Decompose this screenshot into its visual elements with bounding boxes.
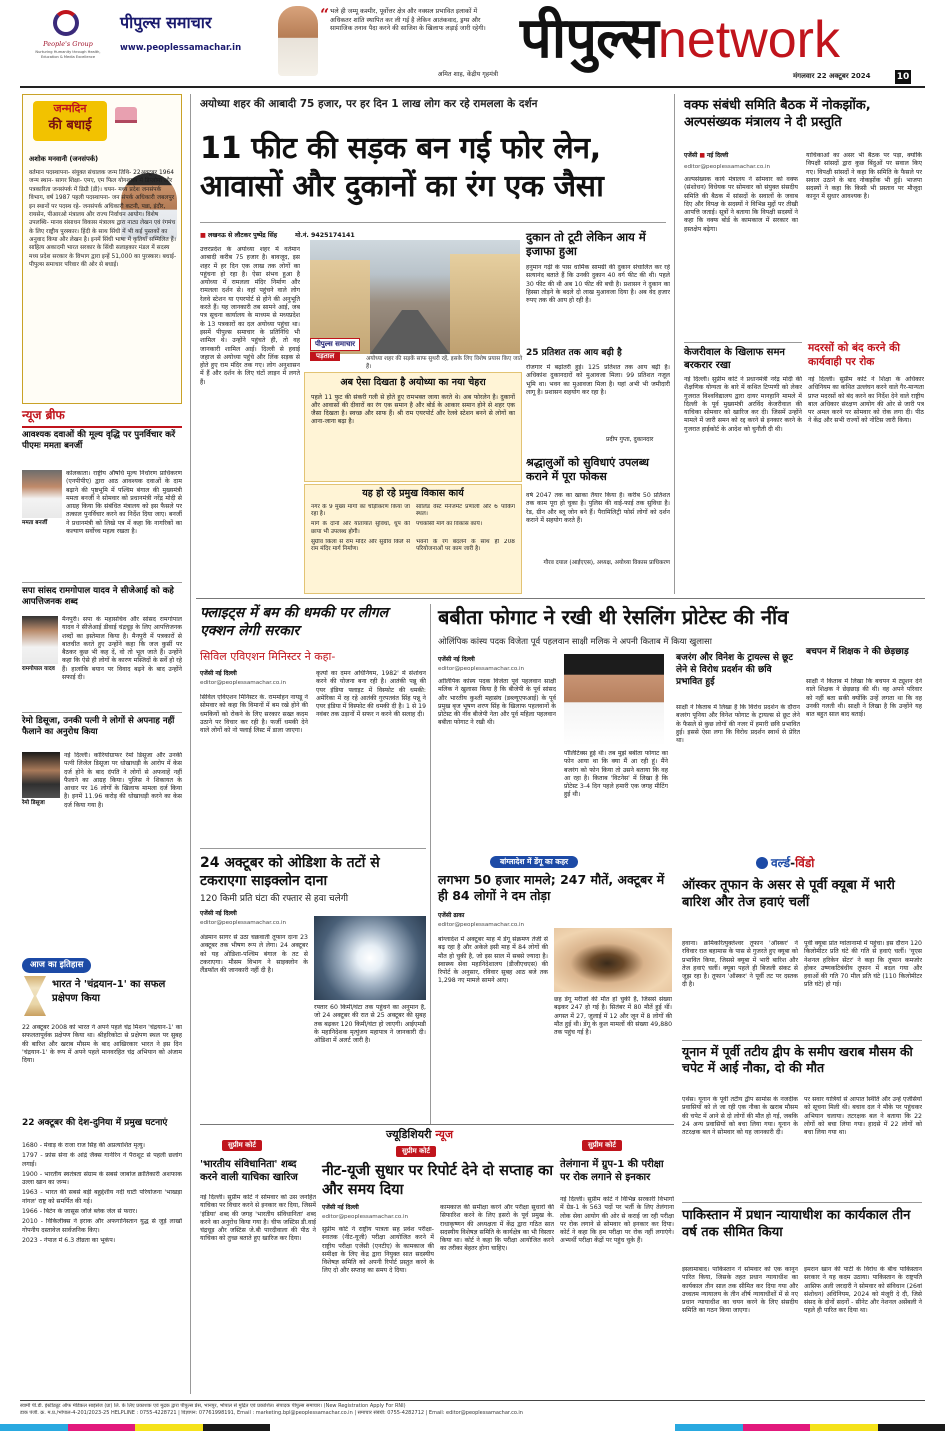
lead-phone: मो.नं. 9425174141 [295,232,355,239]
growth-quote: प्रदीप गुप्ता, दुकानदार [606,436,654,443]
lead-body: उत्तरप्रदेश के अयोध्या शहर में वर्तमान आबादी करीब 75 हजार है। बावजूद, इस शहर में हर दिन एक लाख तक लोगों का पहुंचना हो रहा है। ऐसा संभव हुआ है अयोध्या में रामलला मंदिर निर्माण और रामलला दर्शन से। वहां पहुंचने वाले लोग रेलवे स्टेशन या एयरपोर्ट से होने की अनुभूति करते हैं। यह जानकारी तब सामने आई, जब पत्र सूचना कार्यालय के माध्यम से मध्यप्रदेश के 13 पत्रकारों का दल अयोध्या पहुंचा था। इसमें पीपुल्स समाचार के प्रतिनिधि भी शामिल थे। उन्होंने पहुंचते ही, तो वह जानकारी शामिल आई। दिल्ली से हवाई जहाज से अयोध्या पहुंचे और लिंक सड़क से होते हुए राम मंदिर तक गए। लोग अनुशासन में हैं और दर्शन के लिए घंटों लाइन में लगते हैं। [200,246,300,386]
footer-contacts: डाक पंजी. क्र. म.प्र./भोपाल-4-201/2023-25 HELPLINE : 0755-4228721 | विज्ञापन: 07761998191, Email : marketing.bpl@peoplessamachar.co.in | समाचार संबंधी: 0755-4282712 | Email: editor@peoplessamachar.co.in [20,1409,523,1416]
brief-divider [22,712,182,713]
cyclone-story [196,848,426,1118]
history-event: 1963 - भारत की सबसे बड़ी बहुद्देशीय नदी घाटी परियोजना 'भाखड़ा नांगल' राष्ट्र को समर्पित की गई। [22,1189,182,1205]
dengue-byline [438,912,464,920]
babita-side1-body: साक्षी ने किताब में लिखा है कि विरोध प्रदर्शन के दौरान बजरंग पूनिया और विनेश फोगाट के ट्रायल्स से छूट लेने के फैसले से कुछ लोगों की नजर में हमारी छवि प्रभावित हुई। इससे ऐसा लगा कि विरोध प्रदर्शन स्वार्थ से प्रेरित था। [676,704,800,745]
cyclone-col2: रफ्तार 60 किमी/घंटा तक पहुंचने का अनुमान है, जो 24 अक्टूबर की रात से 25 अक्टूबर की सुबह तक बढ़कर 120 किमी/घंटा हो जाएगी। आईएमडी के महानिदेशक मृत्युंजय महापात्र ने जानकारी दी। ओडिशा में अलर्ट जारी है। [314,1004,426,1045]
greece-body: एथेंस। यूनान के पूर्वी तटीय द्वीप सामोस के नजदीक प्रवासियों को ले जा रही एक नौका के खराब मौसम की चपेट में आने से दो लोगों की मौत हो गई, जबकि 24 अन्य प्रवासियों को बचा लिया गया। यूनान के तटरक्षक बल ने सोमवार को यह जानकारी दी। [682,1096,798,1137]
flights-email: editor@peoplessamachar.co.in [200,680,287,686]
history-section [22,958,182,1398]
samachar-logo-text: पीपुल्स समाचार [120,13,212,32]
brief-2-body: मैनपुरी। सपा के महासचिव और सांसद रामगोपाल यादव ने सीजेआई डीवाई चंद्रचूड़ के लिए आपत्तिजनक शब्दों का इस्तेमाल किया है। मैनपुरी में पत्रकारों से बातचीत करते हुए उन्होंने कहा कि जज कुर्सी पर बैठकर कुछ भी कह दें, वो तो भूल जाते हैं। उन्होंने कहा कि ऐसे ही लोगों के कारण मस्जिदों के सर्वे हो रहे हैं। हालांकि बयान पर विवाद बढ़ने के बाद उन्होंने सफाई दी। [62,616,182,682]
group-tagline: Nurturing Humanity through Health, Education & Media Excellence [35,50,101,59]
shop-sidebar-body: हनुमान गढ़ी के पास धार्मिक सामग्री की दुकान संचालित कर रहे सत्यानंद बताते हैं कि उनकी दुकान 40 वर्ग फीट की थी। पहले 30 फीट की थी अब 10 फीट की बची है। प्रशासन ने दुकान का हिस्सा तोड़ने के बदले दो लाख मुआवजा दिया है। अब वेद हजार रुपए तक की आय हो रही है। [526,264,670,305]
babita-dateline: नई दिल्ली [453,656,475,663]
color-swatch-magenta [743,1424,811,1431]
babita-byline [438,656,475,664]
projects-list [305,501,521,558]
quote-text: भले ही जम्मू कश्मीर, पूर्वोत्तर क्षेत्र और नक्सल प्रभावित इलाकों में अधिकतर शांति स्थापित कर ली गई है लेकिन आतंकवाद, ड्रग्स और सामाजिक तनाव पैदा करने की साजिश के खिलाफ लड़ाई जारी रहेगी। [330,8,486,32]
project-item: सॉलिड वेस्ट मैनेजमेंट प्रणाली और 6 पार्किंग स्थल। [416,503,515,518]
dengue-tag: बांग्लादेश में डेंगू का कहर [490,856,578,868]
color-swatch-magenta [68,1424,136,1431]
color-swatch-black [878,1424,945,1431]
brief-2-headline: सपा सांसद रामगोपाल यादव ने सीजेआई को कहे आपत्तिजनक शब्द [22,586,174,607]
kejriwal-body: नई दिल्ली। सुप्रीम कोर्ट ने प्रधानमंत्री नरेंद्र मोदी की शैक्षणिक योग्यता के बारे में कथित टिप्पणी को लेकर गुजरात विश्वविद्यालय द्वारा दायर मानहानि मामले में दिल्ली के पूर्व मुख्यमंत्री अरविंद केजरीवाल की याचिका सोमवार को खारिज कर दी। जिसमें उन्होंने मामले में जारी समन को रद्द करने से इनकार करने के गुजरात हाईकोर्ट के आदेश को चुनौती दी थी। [684,376,802,433]
babita-side2-head: बचपन में शिक्षक ने की छेड़छाड़ [806,647,909,657]
kejriwal-headline: केजरीवाल के खिलाफ समन बरकरार रखा [684,347,785,371]
project-item: नगर के 9 मुख्य मार्गों का चौड़ीकरण किया जा रहा है। [311,503,410,518]
issue-date: मंगलवार 22 अक्टूबर 2024 [793,72,871,80]
lead-photo-tag [310,338,360,351]
cyclone-email: editor@peoplessamachar.co.in [200,920,287,926]
judiciary-section [196,1124,674,1396]
flights-dateline: नई दिल्ली [215,670,237,677]
judiciary-mid-dateline: नई दिल्ली [337,1204,359,1211]
madrasa-headline: मदरसों को बंद करने की कार्यवाही पर रोक [808,342,900,368]
pen-icon: ■ [699,152,705,159]
cyclone-satellite-photo [314,916,426,1000]
cyclone-byline [200,910,237,918]
world-label-2: विंडो [795,856,815,870]
samachar-logo [120,12,270,62]
birthday-box [22,94,182,404]
project-item: पंचकोसी मार्ग का विकास कार्य। [416,521,483,528]
footer [20,1400,925,1426]
court-tag-left: सुप्रीम कोर्ट [222,1140,262,1151]
lead-headline: 11 फीट की सड़क बन गई फोर लेन, आवासों और दुकानों का रंग एक जैसा [200,131,604,205]
brief-3-headline: रेमो डिसूजा, उनकी पत्नी ने लोगों से अपनाह नहीं फैलाने का अनुरोध किया [22,716,175,737]
brief-2-caption: रामगोपाल यादव [22,666,55,672]
new-face-head: अब ऐसा दिखता है अयोध्या का नया चेहरा [340,377,486,388]
cyclone-divider [200,848,426,849]
photo-building-right [450,254,520,354]
cuba-body: हवाना। क्रमिकरित्युक्तेश्वर तूफान 'ऑस्कर' ने रविवार रात बहामास के पास से गुजरते हुए क्यूबा को प्रभावित किया, जिससे क्यूबा में भारी बारिश और तेज हवाएं चलीं। क्यूबा पहले ही बिजली संकट से जूझ रहा है। तूफान 'ऑस्कर' ने पूर्वी तट पर दस्तक दी है। [682,940,798,989]
photo-road [370,310,450,354]
madrasa-body: नई दिल्ली। सुप्रीम कोर्ट ने शिक्षा के अधिकार अधिनियम का कथित उल्लंघन करने वाले गैर-मान्यता प्राप्त मदरसों को बंद करने का निर्देश देने वाले राष्ट्रीय बाल अधिकार संरक्षण आयोग की ओर से जारी पत्र पर अमल करने पर सोमवार को रोक लगा दी। पीठ ने केंद्र और सभी राज्यों को नोटिस जारी किया। [808,376,924,425]
waqf-byline [684,152,800,160]
quote-mark-icon: “ [320,5,330,24]
brief-3-photo [22,752,60,798]
project-item: मार्ग के दोनों ओर यातायात सुविधा, धूप की छाया भी उपलब्ध होगी। [311,521,410,535]
project-item: भवनों के रंग बदलने के साथ ही 208 परियोजनाओं पर काम जारी है। [416,538,515,553]
dengue-agency: एजेंसी [438,912,452,919]
pen-icon: ■ [200,232,208,239]
history-event: 1900 - भारतीय स्वतंत्रता संग्राम के सबसे जाबांज क्रांतिकारी अशफाक उल्ला खान का जन्म। [22,1170,182,1187]
project-item: सुग्रीव किला से राम मंदिर और सुग्रीव किले से राम मंदिर मार्ग निर्माण। [311,538,410,553]
peoples-group-logo [35,8,101,78]
birthday-heading [33,101,107,141]
mid-page-rule [196,598,925,599]
pakistan-col2: इमरान खान की पार्टी के विरोध के बीच पाकिस्तान सरकार ने यह कदम उठाया। पाकिस्तान के राष्ट्रपति आसिफ अली जरदारी ने सोमवार को संविधान (26वां संशोधन) अधिनियम, 2024 को मंजूरी दे दी, जिसे संसद के दोनों सदनों - सीनेट और नेशनल असेंबली ने पहले ही पारित कर दिया था। [804,1266,922,1315]
judiciary-title-1: ज्यूडिशियरी [386,1128,432,1141]
color-swatch-cyan [0,1424,68,1431]
judiciary-title-2: न्यूज [435,1128,454,1141]
group-name: People's Group [43,40,93,48]
masthead [0,0,945,92]
page-number: 10 [896,72,910,82]
sakshi-photo [564,654,664,746]
cuba-headline: ऑस्कर तूफान के असर से पूर्वी क्यूबा में भारी बारिश और तेज हवाएं चलीं [682,878,895,910]
mosquito-photo [554,928,672,992]
babita-agency: एजेंसी [438,656,452,663]
color-swatch-white [270,1424,675,1431]
greece-col2: पर सवार यात्रियों से आपात स्थिति और उन्हें एजेंसियों को सूचना मिली थी। बचाव दल ने मौके पर पहुंचकर अभियान चलाया। तटरक्षक बल ने बताया कि 22 लोगों को बचा लिया गया। हादसे में 22 लोगों को बचा लिया गया था। [804,1096,922,1137]
left-column-rule [190,94,191,1394]
judiciary-mid-byline [322,1204,359,1212]
waqf-headline: वक्फ संबंधी समिति बैठक में नोकझोंक, अल्पसंख्यक मंत्रालय ने दी प्रस्तुति [684,98,871,130]
growth-head: 25 प्रतिशत तक आय बढ़ी है [526,348,622,358]
quote-author: अमित शाह, केंद्रीय गृहमंत्री [437,71,498,78]
flights-byline [200,670,237,678]
flights-headline: फ्लाइट्स में बम की धमकी पर लीगल एक्शन लेगी सरकार [200,605,389,640]
judiciary-mid-agency: एजेंसी [322,1204,336,1211]
brief-3-body: नई दिल्ली। कोरियोग्राफर रेमो डिसूजा और उनकी पत्नी लिजेल डिसूजा पर धोखाधड़ी के आरोप में केस दर्ज होने के बाद दंपति ने लोगों से अफवाहें नहीं फैलाने का आग्रह किया। पुलिस ने शिकायत के आधार पर 16 लोगों के खिलाफ मामला दर्ज किया है। इनमें 11.96 करोड़ की धोखाधड़ी करने का केस दर्ज किया गया है। [64,752,182,809]
photo-tag-sub: पड़ताल [310,352,340,361]
lead-byline: लखनऊ से लौटकर पुष्पेंद्र सिंह [207,232,278,239]
waqf-dateline: नई दिल्ली [706,152,729,159]
judiciary-mid-head: नीट-यूजी सुधार पर रिपोर्ट देने दो सप्ताह का और समय दिया [322,1163,554,1198]
cyclone-subhead: 120 किमी प्रति घंटा की रफ्तार से हवा चलेगी [200,894,349,904]
projects-head: यह हो रहे प्रमुख विकास कार्य [362,488,464,499]
hourglass-icon [24,976,46,1016]
babita-body: ओलिंपिक कांस्य पदक विजेता पूर्व पहलवान साक्षी मलिक ने खुलासा किया है कि बीजेपी के पूर्व सांसद और भारतीय कुश्ती महासंघ (डब्ल्यूएफआई) के पूर्व प्रमुख बृज भूषण शरण सिंह के खिलाफ पहलवानों के प्रोटेस्ट की नींव बीजेपी नेता और पूर्व महिला पहलवान बबीता फोगाट ने रखी थी। [438,678,556,727]
court-tag-right: सुप्रीम कोर्ट [582,1140,622,1151]
cyclone-agency: एजेंसी [200,910,214,917]
history-event: 2023 - नेपाल में 6.3 तीव्रता का भूकंप। [22,1236,116,1244]
babita-side1-head: बजरंग और विनेश के ट्रायल्स से छूट लेने से विरोध प्रदर्शन की छवि प्रभावित हुई [676,653,793,688]
babita-email: editor@peoplessamachar.co.in [438,666,525,672]
world-label: वर्ल्ड-विंडो [756,856,814,872]
dengue-email: editor@peoplessamachar.co.in [438,922,525,928]
babita-side2-body: साक्षी ने किताब में लिखा कि बचपन में ट्यूशन देने वाले शिक्षक ने छेड़छाड़ की थी। वह अपने परिवार को नहीं बता सकी क्योंकि उन्हें लगता था कि वह उनकी गलती थी। साक्षी ने लिखा है कि उन्होंने यह बात बहुत साल बाद बताई। [806,678,922,719]
photo-tag-text: पीपुल्स समाचार [315,340,356,348]
network-logo-en: network [657,11,840,69]
flights-subhead: सिविल एविएशन मिनिस्टर ने कहा- [200,650,336,663]
greece-headline: यूनान में पूर्वी तटीय द्वीप के समीप खराब मौसम की चपेट में आई नौका, दो की मौत [682,1044,913,1076]
masthead-rule [20,86,925,88]
waqf-col2: याचिकाओं का असर भी बैठक पर पड़ा, क्योंकि विपक्षी सांसदों द्वारा कुछ बिंदुओं पर सवाल किए गए। विपक्षी सांसदों ने कहा कि समिति के फैसले पर सवाल उठाने के बाद नोकझोंक भी हुई। भाजपा सदस्यों ने कहा कि किसी भी प्रस्ताव पर मौजूदा कानून में सुधार आवश्यक है। [806,152,922,201]
birthday-person-name: अशोक मनवानी (जनसंपर्क) [29,155,99,163]
judiciary-right-body: नई दिल्ली। सुप्रीम कोर्ट ने विभिन्न सरकारी विभागों में ग्रेड-1 के 563 पदों पर भर्ती के लिए तेलंगाना लोक सेवा आयोग की ओर से कराई जा रही परीक्षा पर रोक लगाने से सोमवार को इनकार कर दिया। कोर्ट ने कहा कि हम परीक्षा पर रोक नहीं लगाएंगे। अभ्यर्थी परीक्षा केंद्रों पर पहुंच चुके हैं। [560,1196,674,1245]
judiciary-title [386,1128,453,1143]
shop-sidebar-head: दुकान तो टूटी लेकिन आय में इजाफा हुआ [526,230,646,259]
waqf-story [680,94,925,594]
flights-story [196,604,426,844]
world-label-1: वर्ल्ड [771,856,791,870]
world-window [678,856,925,1396]
history-event: 1680 - मेवाड़ के राजा राज सिंह की अप्रत्याशित मृत्यु। [22,1142,145,1149]
cyclone-body: अंडमान सागर से उठा चक्रवाती तूफान दाना 23 अक्टूबर तक भीषण रूप ले लेगा। 24 अक्टूबर को यह ओडिशा-पश्चिम बंगाल के तट से टकराएगा। मौसम विभाग ने साइक्लोन के लैंडफॉल की जानकारी नहीं दी है। [200,934,308,975]
babita-story [434,604,925,854]
history-title: आज का इतिहास [22,958,91,973]
lead-photo-caption: अयोध्या शहर की सड़कें साफ सुथरी रहें, इसके लिए विशेष प्रयास किए जाते हैं। [366,356,523,370]
judiciary-right-head: तेलंगाना में ग्रुप-1 की परीक्षा पर रोक लगाने से इनकार [560,1159,664,1183]
world-divider [682,1040,922,1041]
waqf-body: अल्पसंख्यक कार्य मंत्रालय ने सोमवार को वक्फ (संशोधन) विधेयक पर सोमवार को संयुक्त संसदीय समिति की बैठक में सांसदों के सवालों के जवाब दिए और विपक्ष के सदस्यों ने विभिन्न मुद्दों पर तीखी आपत्ति जताई। सूत्रों ने बताया कि विपक्षी सदस्यों ने कहा कि वक्फ बोर्ड के कामकाज में सरकार का हस्तक्षेप बढ़ेगा। [684,176,798,233]
history-event: 2010 - विकिलीक्स ने इराक और अफगानिस्तान युद्ध से जुड़े लाखों गोपनीय दस्तावेज सार्वजनिक किए। [22,1218,182,1234]
dengue-headline: लगभग 50 हजार मामले; 247 मौतें, अक्टूबर में ही 84 लोगों ने दम तोड़ा [438,872,665,904]
dengue-col2: छह डेंगू मरीजों की मौत हो चुकी है, जिससे संख्या बढ़कर 247 हो गई है। सितंबर में 80 मौतें हुई थीं। अगस्त में 27, जुलाई में 12 और जून में 8 लोगों की मौत हुई थी। डेंगू के कुल मामलों की संख्या 49,880 तक पहुंच गई है। [554,996,672,1037]
cyclone-headline: 24 अक्टूबर को ओडिशा के तटों से टकराएगा साइक्लोन दाना [200,855,380,890]
judiciary-left-head: 'भारतीय संविधानिता' शब्द करने वाली याचिका खारिज [200,1159,298,1183]
lead-story [196,92,670,592]
dengue-story [434,856,674,1124]
world-divider [682,1202,922,1203]
news-brief-title: न्यूज ब्रीफ [22,408,182,428]
pakistan-headline: पाकिस्तान में प्रधान न्यायाधीश का कार्यकाल तीन वर्ष तक सीमित किया [682,1208,911,1240]
quote-block [320,5,500,80]
cake-icon [115,107,137,123]
growth-body: रोजगार में बढ़ोतरी हुई। 125 प्रतिशत तक आय बढ़ी है। अधिकांश दुकानदारों को मुआवजा मिला। 99 प्रतिशत नजूल भूमि था। भवन का मुआवजा मिला है। यहां अभी भी जमीदारी लागू है। प्रशासन सहयोग कर रहा है। [526,364,670,396]
globe-icon [756,857,768,869]
amit-shah-photo [278,6,318,76]
history-event: 1966 - बिटेन के जासूस जॉर्ज ब्लेक जेल से फरार। [22,1208,138,1216]
facility-quote: गौरव दयाल (आईएएस), अध्यक्ष, अयोध्या विकास प्राधिकरण [543,560,670,566]
judiciary-mid-col2: कामकाज की समीक्षा करने और परीक्षा सुधारों की सिफारिश करने के लिए इसरो के पूर्व प्रमुख के. राधाकृष्णन की अध्यक्षता में केंद्र द्वारा गठित सात सदस्यीय विशेषज्ञ समिति के कार्यक्षेत्र का भी विस्तार किया था। कोर्ट ने कहा कि परीक्षा आयोजित करने का तरीका बेहतर होना चाहिए। [440,1204,554,1253]
court-tag-mid: सुप्रीम कोर्ट [396,1146,436,1157]
lead-kicker: अयोध्या शहर की आबादी 75 हजार, पर हर दिन 1 लाख लोग कर रहे रामलला के दर्शन [200,98,538,110]
brief-divider [22,582,182,583]
flights-body: सिविल एविएशन मिनिस्टर के. राममोहन नायडू ने सोमवार को कहा कि विमानों में बम रखे होने की धमकियों को रोकने के लिए सरकार सख्त कदम उठाने पर विचार कर रही है। फर्जी धमकी देने वाले लोगों को नो फ्लाई लिस्ट में डाला जाएगा। [200,694,308,735]
footer-imprint: स्वामी पी.डी. इंस्टीट्यूट ऑफ मेडिकल साइंसेज (प्रा) लि. के लिए प्रकाशक एवं मुद्रक द्वारा पीपुल्स प्रेस, भानपुर, भोपाल से मुद्रित एवं प्रकाशित। संपादक पीपुल्स समाचार। (New Registration Apply For RNI) [20,1403,406,1409]
babita-col2: पॉलिटिक्स हुई थी। तब मुझे बबीता फोगाट का फोन आया था कि क्या मैं आ रही हूं। मैंने बजरंग को फोन किया तो उसने बताया कि वह आ रहा है। किताब 'विटनेस' में लिखा है कि प्रोटेस्ट 3-4 दिन पहले हमारी एक जगह मीटिंग हुई थी। [564,750,668,799]
brief-2-photo [22,616,58,664]
birthday-details: वर्तमान पदस्थापना- संयुक्त संचालक जन्म तिथि- 22अक्टूबर 1964 जन्म स्थान- सागर शिक्षा- एमए, एम फिल योगशास्त्र में डिप्लोमा और पत्रकारिता जनसंपर्क में डिग्री (डी)। चयन- मध्य प्रदेश जनसंपर्क विभाग, वर्ष 1987 पहली पदस्थापना- जन संपर्क अधिकारी जबलपुर इन स्थानों पर पदस्थ रहे- जनसंपर्क अधिकारी कटनी, पन्ना, इंदौर, रायसेन, पीआरओ मंत्रालय और राज्य निर्वाचन आयोग। विशेष उपलब्धि- मानव संसाधन विकास मंत्रालय द्वारा नाट्य लेखन एवं रंगमंच के लिए राष्ट्रीय पुरस्कार। हिंदी के साथ सिंधी में भी कई पुस्तकों का अनुवाद किया और लेखन है। इनमें सिंधी भाषा में कृतियाँ सम्मिलित हैं। साहित्य अकादमी भारत सरकार के सिंधी सलाहकार मंडल में सदस्य मध्य प्रदेश सरकार के विभाग द्वारा इन्हें 51,000 का पुरस्कार। बधाई- पीपुल्स समाचार परिवार की ओर से बधाई। [29,170,177,269]
website-url: www.peoplessamachar.in [120,43,242,54]
pakistan-body: इस्लामाबाद। पाकिस्तान ने सोमवार को एक कानून पारित किया, जिसके तहत प्रधान न्यायाधीश का कार्यकाल तीन साल तक सीमित कर दिया गया और उच्चतम न्यायालय के तीन शीर्ष न्यायाधीशों में से नए प्रधान न्यायाधीश का चयन करने के लिए संसदीय समिति का गठन किया जाएगा। [682,1266,798,1315]
flights-agency: एजेंसी [200,670,214,677]
history-body: 22 अक्टूबर 2008 को भारत ने अपने पहले चंद्र मिशन 'चंद्रयान-1' का सफलतापूर्वक प्रक्षेपण किया था। श्रीहरिकोटा से प्रक्षेपण स्थल पर सुबह की बारिश और खराब मौसम के बाद आखिरकार भारत ने इस दिन 'चंद्रयान-1' के रूप में अपने पहले मानवरहित चंद्र अभियान को अंजाम दिया। [22,1024,182,1065]
brief-1-headline: आवश्यक दवाओं की मूल्य वृद्धि पर पुनर्विचार करें पीएमः ममता बनर्जी [22,430,176,451]
network-logo [520,2,920,72]
lead-photo [310,240,520,354]
color-swatch-black [203,1424,271,1431]
kejriwal-divider [684,342,802,343]
facility-body: वर्ष 2047 तक का खाका तैयार किया है। करीब 50 प्रतिशत तक काम पूरा हो चुका है। पुलिस की वाई-फाई तक सुविधा है। रेड, ग्रीन और ब्लू जोन बने हैं। पैरामिलिट्री फोर्स लोगों को दर्शन कराने में सहयोग करते हैं। [526,492,670,524]
history-events-list [22,1142,182,1247]
lead-rule [200,222,666,223]
judiciary-left-body: नई दिल्ली। सुप्रीम कोर्ट ने सोमवार को उस जनहित याचिका पर विचार करने से इनकार कर दिया, जिसमें 'इंडिया' शब्द की जगह 'भारतीय संविधानिता' शब्द करने का अनुरोध किया गया है। चीफ जस्टिस डी.वाई चंद्रचूड़ और जस्टिस जे.बी पारदीवाला की पीठ ने याचिका को तुच्छ बताते हुए खारिज कर दिया। [200,1194,316,1243]
flights-col2: कृत्यों का दमन अधिनियम, 1982' में संशोधन करने की योजना बना रही है। आतंकी पन्नू की एयर इंडिया फ्लाइट में विस्फोट की धमकी: अमेरिका में रह रहे आतंकी गुरपतवंत सिंह पन्नू ने एयर इंडिया में विस्फोट की धमकी दी है। 1 से 19 नवंबर तक उड़ानों में सफर न करने की सलाह दी। [316,670,426,719]
history-events-title: 22 अक्टूबर की देश-दुनिया में प्रमुख घटनाएं [22,1118,168,1128]
history-headline: भारत ने 'चंद्रयान-1' का सफल प्रक्षेपण किया [52,979,166,1004]
color-swatch-yellow [810,1424,878,1431]
new-face-box [304,372,522,482]
judiciary-top-rule [200,1124,674,1125]
color-swatch-cyan [675,1424,743,1431]
news-brief [22,408,182,953]
right-column-rule [674,94,675,594]
new-face-body: पहले 11 फुट की संकरी गली से होते हुए रामभक्त जाया करते थे। अब फोरलेन है। दुकानों और आवासों की दीवारों का रंग एक समान है और बोर्ड के आकार समान होने से शहर एक जैसा दिखता है। स्वच्छ और साफ हैं। श्री राम एयरपोर्ट और रेलवे स्टेशन बनने से लोगों का आना-जाना बढ़ा है। [311,393,515,426]
history-event: 1797 - फ्रांस सेना के आंद्रे जैक्स गार्नेरिन ने पैराशूट से पहली छलांग लगाई। [22,1152,182,1168]
babita-subhead: ओलिंपिक कांस्य पदक विजेता पूर्व पहलवान साक्षी मलिक ने अपनी किताब में किया खुलासा [438,636,712,646]
cuba-col2: पूर्वी क्यूबा प्रांत ग्वांतानामो में पहुंचा। इस दौरान 120 किलोमीटर प्रति घंटे की गति से हवाएं चलीं। 'यूएस नेशनल हरिकेन सेंटर' ने कहा कि तूफान कमजोर होकर उष्णकटिबंधीय तूफान में बदल गया और हवाओं की गति 70 मील प्रति घंटे (110 किलोमीटर प्रति घंटे) हो गई। [804,940,922,989]
judiciary-mid-body: सुप्रीम कोर्ट ने राष्ट्रीय पात्रता सह प्रवेश परीक्षा-स्नातक (नीट-यूजी) परीक्षा आयोजित करने में राष्ट्रीय परीक्षा एजेंसी (एनटीए) के कामकाज की समीक्षा के लिए केंद्र द्वारा नियुक्त सात सदस्यीय विशेषज्ञ समिति को अपनी रिपोर्ट प्रस्तुत करने के लिए दो और सप्ताह का समय दे दिया। [322,1226,434,1275]
cyclone-dateline: नई दिल्ली [215,910,237,917]
judiciary-mid-email: editor@peoplessamachar.co.in [322,1214,409,1220]
brief-1-caption: ममता बनर्जी [22,520,48,526]
birthday-heading-2: की बधाई [48,118,92,133]
facility-head: श्रद्धालुओं को सुविधाएं उपलब्ध कराने में पूरा फोकस [526,456,649,484]
birthday-heading-1: जन्मदिन [53,102,87,115]
dengue-dateline: ढाका [453,912,465,919]
brief-1-photo [22,470,62,518]
center-split-rule [430,604,431,1124]
brief-1-body: कोलकाता। राष्ट्रीय औषधि मूल्य निर्धारण प्राधिकरण (एनपीपीए) द्वारा आठ आवश्यक दवाओं के दाम बढ़ाने की पृष्ठभूमि में पश्चिम बंगाल की मुख्यमंत्री ममता बनर्जी ने सोमवार को प्रधानमंत्री नरेंद्र मोदी से आग्रह किया कि संबंधित मंत्रालय को इस फैसले पर तत्काल पुनर्विचार करने का निर्देश दिया जाए। बनर्जी ने प्रधानमंत्री को लिखे पत्र में कहा कि नागरिकों का कल्याण सर्वोच्च महत्व रखता है। [66,470,182,536]
dengue-body: बांग्लादेश में अक्टूबर माह में डेंगू संक्रमण तेजी से बढ़ रहा है और अकेले इसी माह में 84 लोगों की मौत हो चुकी है, जो इस साल में सबसे ज्यादा है। स्वास्थ्य सेवा महानिदेशालय (डीजीएचएस) की रिपोर्ट के अनुसार, रविवार सुबह आठ बजे तक 1,298 नए मामले सामने आए। [438,936,548,985]
babita-headline: बबीता फोगाट ने रखी थी रेसलिंग प्रोटेस्ट की नींव [438,605,789,629]
projects-box [304,484,522,594]
color-swatch-yellow [135,1424,203,1431]
people-group-emblem-icon [53,10,79,36]
waqf-agency: एजेंसी [684,152,698,159]
network-logo-hindi: पीपुल्स [520,6,658,71]
color-bar [0,1424,945,1431]
brief-3-caption: रेमो डिसूजा [22,800,45,806]
waqf-email: editor@peoplessamachar.co.in [684,164,771,170]
